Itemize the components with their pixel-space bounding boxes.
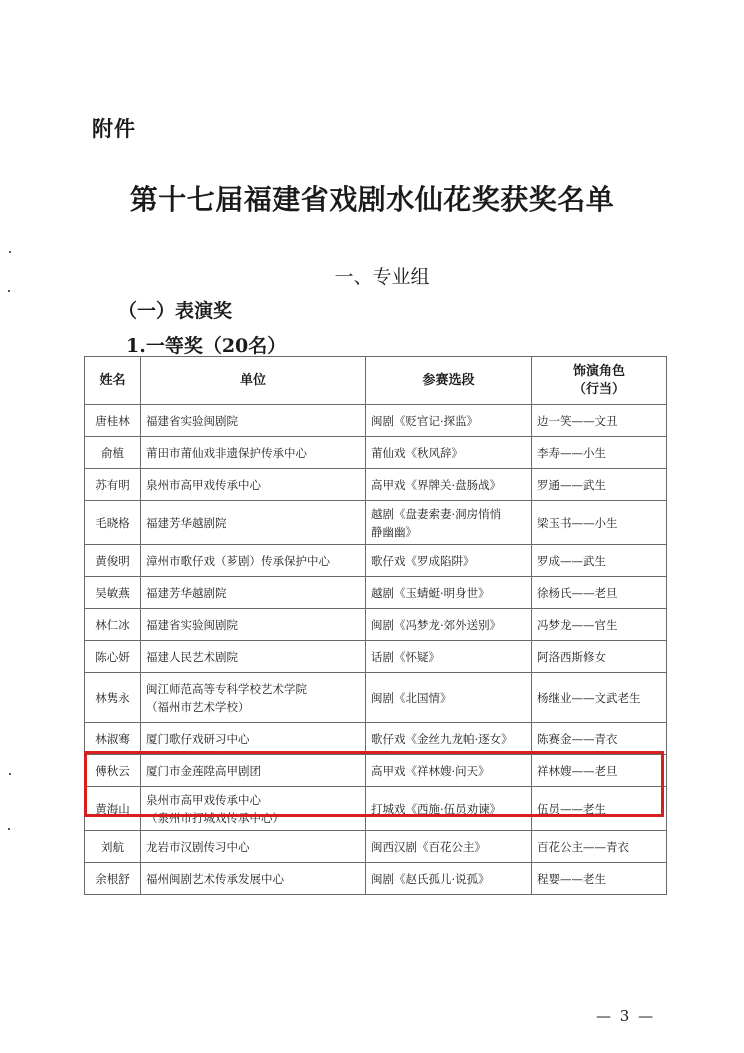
cell-role <box>532 831 667 863</box>
cell-unit-text: 闽江师范高等专科学校艺术学院 <box>146 681 307 696</box>
header-role-line2: （行当） <box>572 381 625 397</box>
scan-speck <box>8 290 10 292</box>
cell-unit <box>141 545 366 577</box>
cell-piece <box>366 723 532 755</box>
cell-name-text: 陈心妍 <box>95 649 130 664</box>
cell-unit-text: 福建省实验闽剧院 <box>146 617 238 632</box>
cell-unit-text: 龙岩市汉剧传习中心 <box>146 839 250 854</box>
cell-role-text: 阿洛西斯修女 <box>537 649 606 664</box>
cell-role-text: 徐杨氏——老旦 <box>537 585 618 600</box>
cell-name <box>85 673 141 723</box>
cell-role <box>532 577 667 609</box>
cell-role-text: 罗成——武生 <box>537 553 606 568</box>
award-level-heading: 1.一等奖（20名） <box>126 335 287 357</box>
cell-unit <box>141 501 366 545</box>
cell-role-text: 祥林嫂——老旦 <box>537 763 618 778</box>
cell-unit-text-line2: （泉州市打城戏传承中心） <box>146 810 284 825</box>
cell-piece-text: 话剧《怀疑》 <box>371 649 440 664</box>
cell-piece <box>366 437 532 469</box>
cell-unit-text: 厦门市金莲陞高甲剧团 <box>146 763 261 778</box>
cell-name <box>85 609 141 641</box>
cell-name-text: 黄海山 <box>95 801 130 816</box>
cell-name <box>85 469 141 501</box>
cell-name-text: 林隽永 <box>95 690 130 705</box>
scan-speck <box>8 828 10 830</box>
cell-piece-text: 莆仙戏《秋风辞》 <box>371 445 463 460</box>
cell-unit-text-line2: （福州市艺术学校） <box>146 699 250 714</box>
cell-unit <box>141 641 366 673</box>
cell-piece <box>366 755 532 787</box>
scan-speck <box>9 251 11 253</box>
cell-unit-text: 莆田市莆仙戏非遗保护传承中心 <box>146 445 307 460</box>
cell-piece <box>366 641 532 673</box>
cell-unit <box>141 577 366 609</box>
cell-piece-text-line2: 静幽幽》 <box>371 524 417 539</box>
table-row <box>85 545 667 577</box>
cell-role-text: 冯梦龙——官生 <box>537 617 618 632</box>
awards-table <box>84 356 667 895</box>
cell-piece-text: 闽剧《赵氏孤儿·说孤》 <box>371 871 490 886</box>
cell-name-text: 吴敏燕 <box>95 585 130 600</box>
cell-role <box>532 863 667 895</box>
header-piece: 参赛选段 <box>366 357 532 405</box>
cell-piece-text: 打城戏《西施·伍员劝谏》 <box>371 801 502 816</box>
cell-unit-text: 泉州市高甲戏传承中心 <box>146 477 261 492</box>
cell-role <box>532 723 667 755</box>
cell-piece <box>366 545 532 577</box>
subsection-heading: （一）表演奖 <box>118 300 233 322</box>
cell-piece-text: 高甲戏《界牌关·盘肠战》 <box>371 477 502 492</box>
cell-unit <box>141 755 366 787</box>
header-unit: 单位 <box>141 357 366 405</box>
cell-piece <box>366 577 532 609</box>
cell-role <box>532 609 667 641</box>
cell-piece-text: 越剧《盘妻索妻·洞房悄悄 <box>371 506 502 521</box>
cell-name <box>85 723 141 755</box>
cell-role <box>532 545 667 577</box>
header-name: 姓名 <box>85 357 141 405</box>
cell-name <box>85 863 141 895</box>
cell-piece <box>366 673 532 723</box>
cell-piece-text: 闽剧《北国情》 <box>371 690 452 705</box>
table-row <box>85 755 667 787</box>
cell-name <box>85 755 141 787</box>
table-row <box>85 577 667 609</box>
table-row <box>85 787 667 831</box>
cell-name-text: 刘航 <box>101 839 124 854</box>
cell-unit <box>141 609 366 641</box>
cell-piece-text: 歌仔戏《罗成陷阱》 <box>371 553 475 568</box>
cell-name-text: 唐桂林 <box>95 413 130 428</box>
cell-name-text: 林淑骞 <box>95 731 130 746</box>
cell-role <box>532 673 667 723</box>
table-row <box>85 641 667 673</box>
cell-piece-text: 闽剧《冯梦龙·郊外送别》 <box>371 617 502 632</box>
cell-name-text: 林仁冰 <box>95 617 130 632</box>
cell-piece-text: 闽剧《贬官记·探监》 <box>371 413 479 428</box>
table-row <box>85 437 667 469</box>
cell-role <box>532 641 667 673</box>
cell-unit <box>141 437 366 469</box>
cell-unit-text: 福建芳华越剧院 <box>146 585 227 600</box>
cell-name <box>85 787 141 831</box>
cell-unit-text: 福建芳华越剧院 <box>146 515 227 530</box>
cell-unit <box>141 863 366 895</box>
cell-role-text: 程婴——老生 <box>537 871 606 886</box>
cell-unit-text: 福建省实验闽剧院 <box>146 413 238 428</box>
section-heading: 一、专业组 <box>334 266 430 288</box>
cell-role <box>532 437 667 469</box>
cell-role-text: 边一笑——文丑 <box>537 413 618 428</box>
cell-piece-text: 闽西汉剧《百花公主》 <box>371 839 486 854</box>
cell-piece <box>366 787 532 831</box>
table-header-row <box>85 357 667 405</box>
cell-unit <box>141 831 366 863</box>
cell-unit <box>141 469 366 501</box>
cell-piece-text: 越剧《玉蜻蜓·明身世》 <box>371 585 490 600</box>
cell-role <box>532 787 667 831</box>
cell-role-text: 百花公主——青衣 <box>537 839 629 854</box>
cell-unit-text: 福建人民艺术剧院 <box>146 649 238 664</box>
cell-piece-text: 歌仔戏《金丝九龙帕·逐女》 <box>371 731 513 746</box>
header-role <box>532 357 667 405</box>
cell-unit <box>141 723 366 755</box>
cell-role <box>532 405 667 437</box>
table-row <box>85 469 667 501</box>
cell-role <box>532 469 667 501</box>
attachment-label: 附件 <box>92 117 136 141</box>
cell-name <box>85 831 141 863</box>
cell-unit-text: 泉州市高甲戏传承中心 <box>146 792 261 807</box>
cell-piece <box>366 863 532 895</box>
cell-role-text: 梁玉书——小生 <box>537 515 618 530</box>
table-row <box>85 831 667 863</box>
cell-unit-text: 厦门歌仔戏研习中心 <box>146 731 250 746</box>
cell-role <box>532 501 667 545</box>
cell-role-text: 李寿——小生 <box>537 445 606 460</box>
cell-piece-text: 高甲戏《祥林嫂·问天》 <box>371 763 490 778</box>
cell-name-text: 傅秋云 <box>95 763 130 778</box>
cell-unit <box>141 673 366 723</box>
cell-piece <box>366 609 532 641</box>
cell-unit-text: 福州闽剧艺术传承发展中心 <box>146 871 284 886</box>
cell-unit <box>141 787 366 831</box>
cell-role <box>532 755 667 787</box>
cell-piece <box>366 831 532 863</box>
cell-role-text: 伍员——老生 <box>537 801 606 816</box>
cell-role-text: 罗通——武生 <box>537 477 606 492</box>
cell-name <box>85 405 141 437</box>
cell-role-text: 杨继业——文武老生 <box>537 690 641 705</box>
cell-unit-text: 漳州市歌仔戏（芗剧）传承保护中心 <box>146 553 330 568</box>
header-role-line1: 饰演角色 <box>572 363 625 379</box>
cell-name-text: 毛晓格 <box>95 515 130 530</box>
page-number: — 3 — <box>596 1007 656 1025</box>
table-row <box>85 673 667 723</box>
document-title: 第十七届福建省戏剧水仙花奖获奖名单 <box>129 183 615 216</box>
cell-piece <box>366 501 532 545</box>
cell-name <box>85 577 141 609</box>
cell-name <box>85 501 141 545</box>
cell-name-text: 俞植 <box>101 445 124 460</box>
cell-piece <box>366 405 532 437</box>
cell-unit <box>141 405 366 437</box>
cell-name <box>85 641 141 673</box>
table-row <box>85 609 667 641</box>
cell-name-text: 苏有明 <box>95 477 130 492</box>
cell-piece <box>366 469 532 501</box>
cell-name <box>85 545 141 577</box>
table-row <box>85 863 667 895</box>
table-row <box>85 405 667 437</box>
cell-name-text: 余根舒 <box>95 871 130 886</box>
table-row <box>85 501 667 545</box>
cell-name <box>85 437 141 469</box>
cell-name-text: 黄俊明 <box>95 553 130 568</box>
scan-speck <box>9 773 11 775</box>
cell-role-text: 陈赛金——青衣 <box>537 731 618 746</box>
table-row <box>85 723 667 755</box>
